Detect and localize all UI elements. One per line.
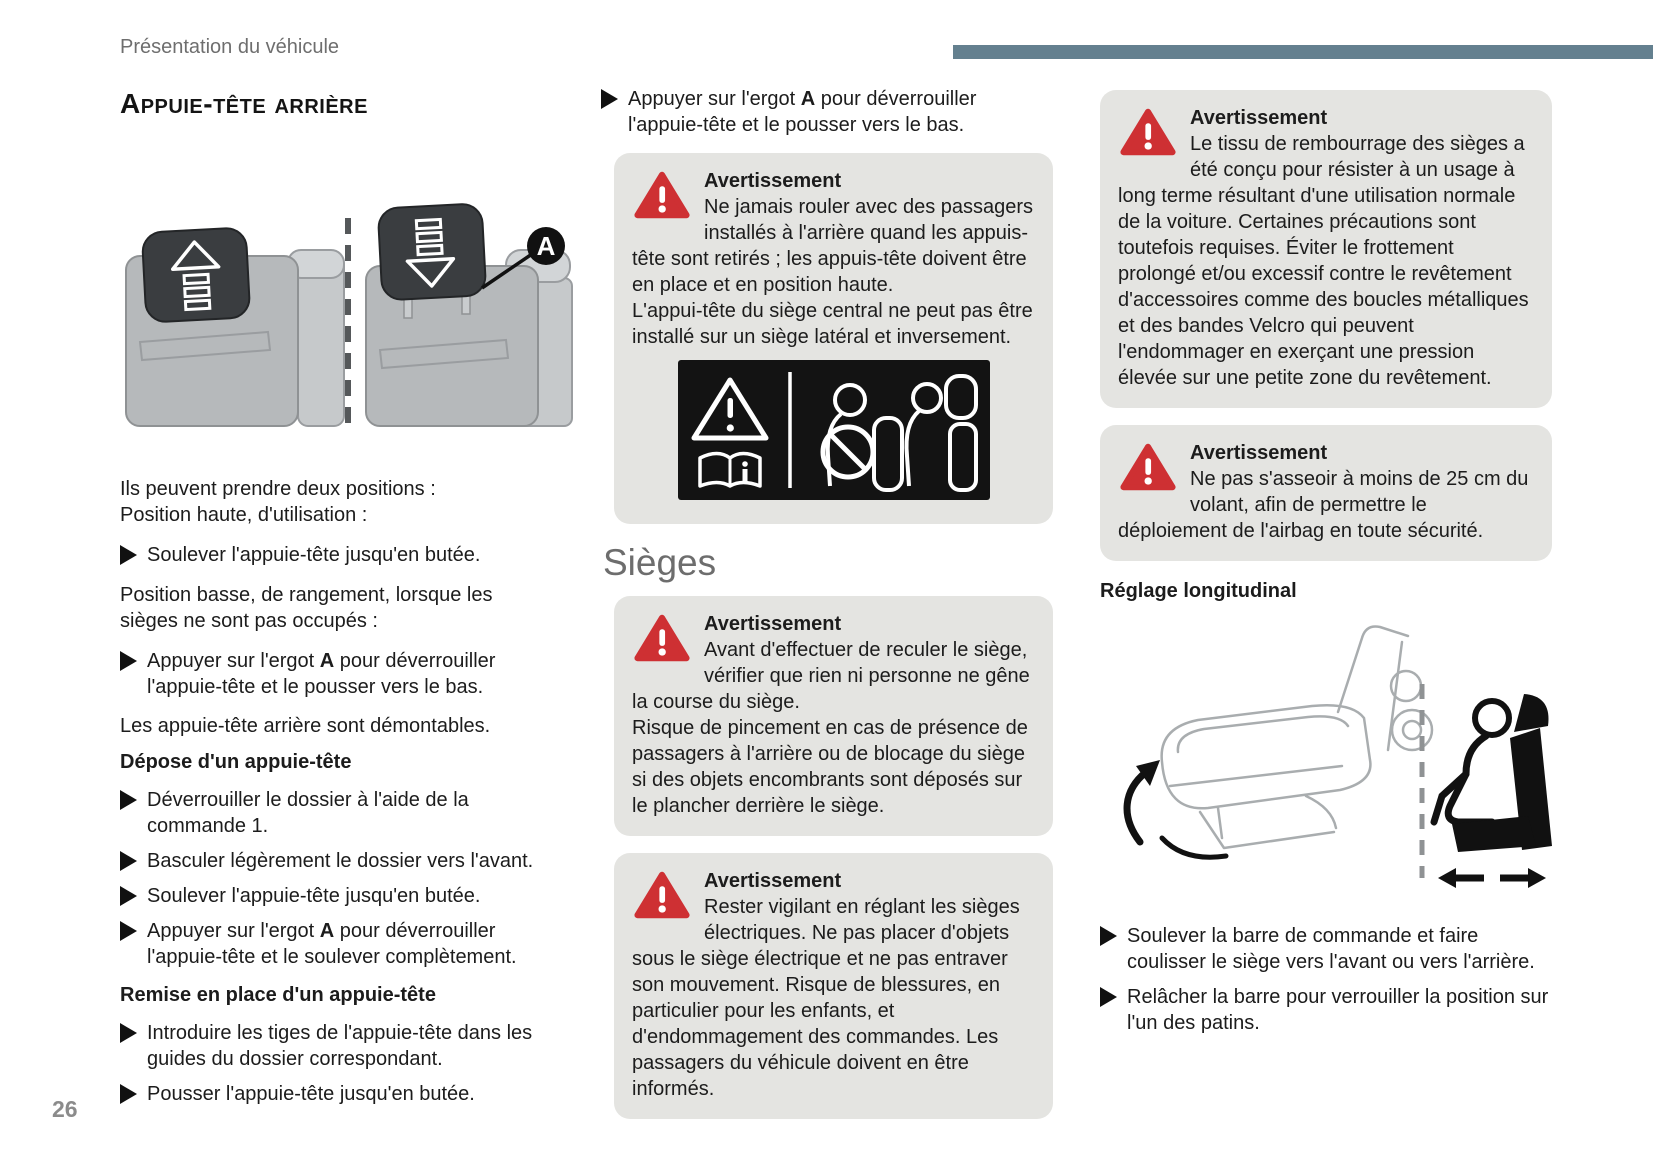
warning-box — [1100, 425, 1552, 561]
warning-triangle-icon — [634, 870, 690, 920]
warning-triangle-icon — [1120, 442, 1176, 492]
list-item: Basculer légèrement le dossier vers l'avant. — [120, 848, 554, 874]
warning-box — [614, 153, 1053, 524]
bullet-arrow-icon — [1100, 987, 1117, 1007]
list-item: Appuyer sur l'ergot A pour déverrouiller l'appuie-tête et le pousser vers le bas. — [120, 648, 554, 700]
low-position-intro: Position basse, de rangement, lorsque les sièges ne sont pas occupés : — [120, 584, 493, 632]
left-column — [120, 476, 554, 1116]
bullet-arrow-icon — [120, 851, 137, 871]
warning-triangle-icon — [1120, 107, 1176, 157]
list-item: Soulever l'appuie-tête jusqu'en butée. — [120, 883, 554, 909]
warning-body: Avant d'effectuer de reculer le siège, vérifier que rien ni personne ne gêne la course du siège. — [632, 639, 1030, 713]
list-item: Appuyer sur l'ergot A pour déverrouiller l'appuie-tête et le pousser vers le bas. — [601, 86, 1053, 138]
rear-headrest-illustration — [118, 192, 576, 434]
positions-intro: Ils peuvent prendre deux positions : Position haute, d'utilisation : — [120, 478, 436, 526]
bullet-arrow-icon — [120, 545, 137, 565]
list-item: Déverrouiller le dossier à l'aide de la commande 1. — [120, 787, 554, 839]
list-item: Introduire les tiges de l'appuie-tête dans les guides du dossier correspondant. — [120, 1020, 554, 1072]
list-item: Relâcher la barre pour verrouiller la position sur l'un des patins. — [1100, 984, 1552, 1036]
warning-body: Ne jamais rouler avec des passagers installés à l'arrière quand les appuis-tête sont retirés ; les appuis-tête doivent être en place et en position haute. — [632, 196, 1034, 296]
page-number: 26 — [52, 1096, 78, 1122]
headrest-warning-pictogram — [632, 360, 1035, 507]
bullet-arrow-icon — [120, 1023, 137, 1043]
bullet-arrow-icon — [120, 921, 137, 941]
warning-body: Le tissu de rembourrage des sièges a été conçu pour résister à un usage à long terme résultant d'une utilisation normale de la voiture. Certaines précautions sont toutefois requises. Éviter le frottement prolongé et/ou excessif contre le revêtement d'accessoires comme des boucles métalliques et des bandes Velcro qui peuvent l'endommager en exerçant une pression élevée sur une petite zone du revêtement. — [1118, 133, 1529, 389]
warning-triangle-icon — [634, 170, 690, 220]
section-title-sieges: Sièges — [603, 542, 717, 583]
bullet-arrow-icon — [120, 790, 137, 810]
list-item: Soulever la barre de commande et faire coulisser le siège vers l'avant ou vers l'arrière. — [1100, 923, 1552, 975]
subheading-remove: Dépose d'un appuie-tête — [120, 751, 352, 773]
bullet-arrow-icon — [120, 651, 137, 671]
list-item: Appuyer sur l'ergot A pour déverrouiller l'appuie-tête et le soulever complètement. — [120, 918, 554, 970]
subheading-refit: Remise en place d'un appuie-tête — [120, 984, 436, 1006]
warning-title: Avertissement — [1190, 442, 1328, 464]
warning-title: Avertissement — [704, 170, 842, 192]
accent-bar — [953, 45, 1653, 59]
warning-title: Avertissement — [704, 613, 842, 635]
headrest-positions-drawing — [118, 192, 576, 434]
breadcrumb: Présentation du véhicule — [120, 36, 340, 58]
warning-triangle-icon — [634, 613, 690, 663]
warning-body: L'appui-tête du siège central ne peut pas être installé sur un siège latéral et inversement. — [632, 300, 1033, 348]
warning-body: Risque de pincement en cas de présence de passagers à l'arrière ou de blocage du siège si des objets encombrants sont déposés sur le plancher derrière le siège. — [632, 717, 1028, 817]
seat-slide-pictogram — [1434, 694, 1552, 888]
seat-longitudinal-illustration — [1100, 610, 1552, 923]
warning-body: Ne pas s'asseoir à moins de 25 cm du volant, afin de permettre le déploiement de l'airbag en toute sécurité. — [1118, 468, 1529, 542]
label-a-badge — [527, 227, 565, 265]
warning-body: Rester vigilant en réglant les sièges électriques. Ne pas placer d'objets sous le siège électrique et ne pas entraver son mouvement. Risque de blessures, en particulier pour les enfants, et d'endommagement des commandes. Les passagers du véhicule doivent en être informés. — [632, 896, 1020, 1100]
warning-box — [614, 853, 1053, 1119]
right-column — [1100, 90, 1552, 1045]
svg-text:A: A — [536, 231, 556, 261]
removable-note: Les appuie-tête arrière sont démontables. — [120, 715, 491, 737]
bullet-arrow-icon — [601, 89, 618, 109]
list-item: Pousser l'appuie-tête jusqu'en butée. — [120, 1081, 554, 1107]
bullet-arrow-icon — [120, 1084, 137, 1104]
warning-box — [1100, 90, 1552, 408]
bullet-arrow-icon — [1100, 926, 1117, 946]
bullet-arrow-icon — [120, 886, 137, 906]
list-item: Soulever l'appuie-tête jusqu'en butée. — [120, 542, 554, 568]
page-title: Appuie-tête arrière — [120, 88, 368, 119]
warning-title: Avertissement — [704, 870, 842, 892]
warning-title: Avertissement — [1190, 107, 1328, 129]
subheading-longitudinal: Réglage longitudinal — [1100, 580, 1297, 602]
warning-box — [614, 596, 1053, 836]
middle-column — [601, 86, 1053, 1136]
